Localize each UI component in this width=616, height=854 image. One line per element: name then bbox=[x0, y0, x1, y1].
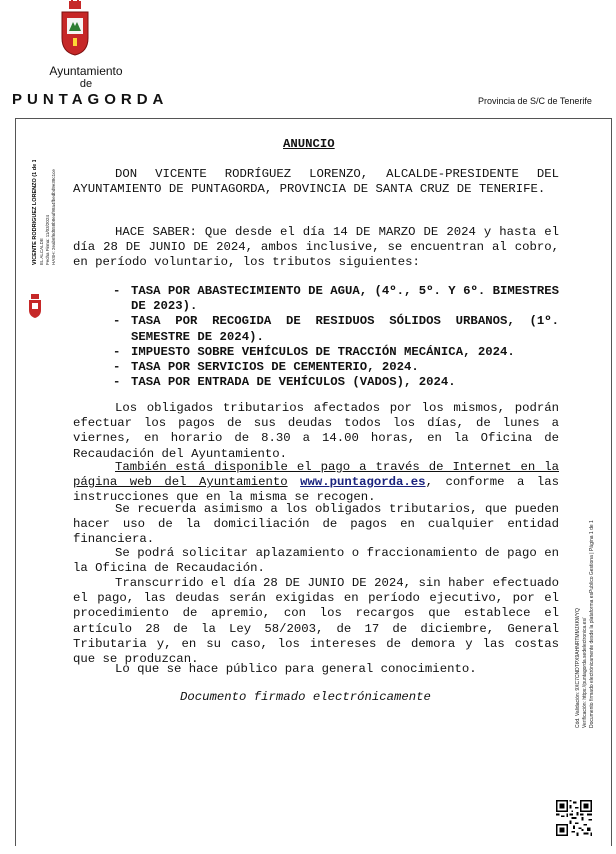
org-name-line2: de bbox=[79, 78, 93, 90]
org-name-line3: PUNTAGORDA bbox=[12, 91, 169, 108]
stamp-crest-icon bbox=[29, 294, 41, 318]
paragraph-payment-office: Los obligados tributarios afectados por los mismos, podrán efectuar los pagos de sus deudas todos los días, de lunes a viernes, en horario de 8.30 a 14.00 horas, en la Oficina de Recaudación del Ayuntamiento. bbox=[73, 401, 559, 461]
stamp-hash: HASH: 2eab6f6d558b8eaf98a4fbedbd9e38c1ce bbox=[51, 169, 56, 265]
signature-stamp bbox=[25, 160, 65, 320]
validation-sidebar bbox=[557, 520, 607, 730]
list-item: - TASA POR RECOGIDA DE RESIDUOS SÓLIDOS URBANOS, (1º. SEMESTRE DE 2024). bbox=[113, 314, 559, 344]
stamp-date: Fecha Firma: 11/03/2024 bbox=[45, 215, 50, 265]
paragraph-closing: Lo que se hace público para general conocimiento. bbox=[115, 662, 477, 676]
org-name-line1: Ayuntamiento bbox=[49, 64, 123, 78]
list-item: - TASA POR ABASTECIMIENTO DE AGUA, (4º., 5º. Y 6º. BIMESTRES DE 2023). bbox=[113, 284, 560, 314]
validation-text-block bbox=[557, 520, 607, 730]
paragraph-enforcement: Transcurrido el día 28 DE JUNIO DE 2024, sin haber efectuado el pago, las deudas serán exigidas en período ejecutivo, por el procedimiento de apremio, con los recargos que establece el artículo 28 de la Ley 58/2003, de 17 de diciembre, General Tributaria y, en su caso, los intereses de demora y las costas que se produzcan. bbox=[73, 576, 559, 667]
province-label: Provincia de S/C de Tenerife bbox=[478, 96, 592, 106]
coat-of-arms-icon bbox=[60, 0, 90, 56]
paragraph-deferral: Se podrá solicitar aplazamiento o fraccionamiento de pago en la Oficina de Recaudación. bbox=[73, 546, 559, 576]
list-item: - TASA POR ENTRADA DE VEHÍCULOS (VADOS), 2024. bbox=[113, 375, 456, 390]
validation-url: Verificación: https://puntagorda.sedelectronica.es/ bbox=[582, 617, 588, 728]
paragraph-domiciliation: Se recuerda asimismo a los obligados tributarios, que pueden hacer uso de la domiciliación de pagos en cualquier entidad financiera. bbox=[73, 502, 559, 547]
stamp-role: EL ALCALDE bbox=[39, 238, 44, 265]
website-link[interactable]: www.puntagorda.es bbox=[300, 475, 426, 490]
document-title: ANUNCIO bbox=[283, 137, 335, 151]
stamp-signer: VICENTE RODRIGUEZ LORENZO (1 de 1) bbox=[32, 160, 38, 265]
signature-note: Documento firmado electrónicamente bbox=[180, 690, 431, 704]
paragraph-internet: También está disponible el pago a través de Internet en la página web del Ayuntamiento www.puntagorda.es, conforme a las instrucciones que en la misma se recogen. bbox=[73, 460, 559, 505]
paragraph-hace-saber: HACE SABER: Que desde el día 14 DE MARZO DE 2024 y hasta el día 28 DE JUNIO DE 2024, ambos inclusive, se encuentran al cobro, en período voluntario, los tributos siguientes: bbox=[73, 225, 559, 270]
list-item: - IMPUESTO SOBRE VEHÍCULOS DE TRACCIÓN MECÁNICA, 2024. bbox=[113, 344, 515, 359]
validation-platform: Documento firmado electrónicamente desde la plataforma esPublico Gestiona | Página 1 de 1 bbox=[589, 520, 595, 728]
qr-code-icon bbox=[556, 800, 592, 836]
list-item: - TASA POR SERVICIOS DE CEMENTERIO, 2024. bbox=[113, 360, 419, 375]
validation-code: Cód. Validación: 9XC7CNDTPX9AHNRTMMJXKWYQ bbox=[575, 608, 581, 728]
stamp-text-block bbox=[25, 160, 65, 320]
tax-list bbox=[113, 284, 559, 390]
paragraph-intro: DON VICENTE RODRÍGUEZ LORENZO, ALCALDE-PRESIDENTE DEL AYUNTAMIENTO DE PUNTAGORDA, PROVINCIA DE SANTA CRUZ DE TENERIFE. bbox=[73, 167, 559, 197]
